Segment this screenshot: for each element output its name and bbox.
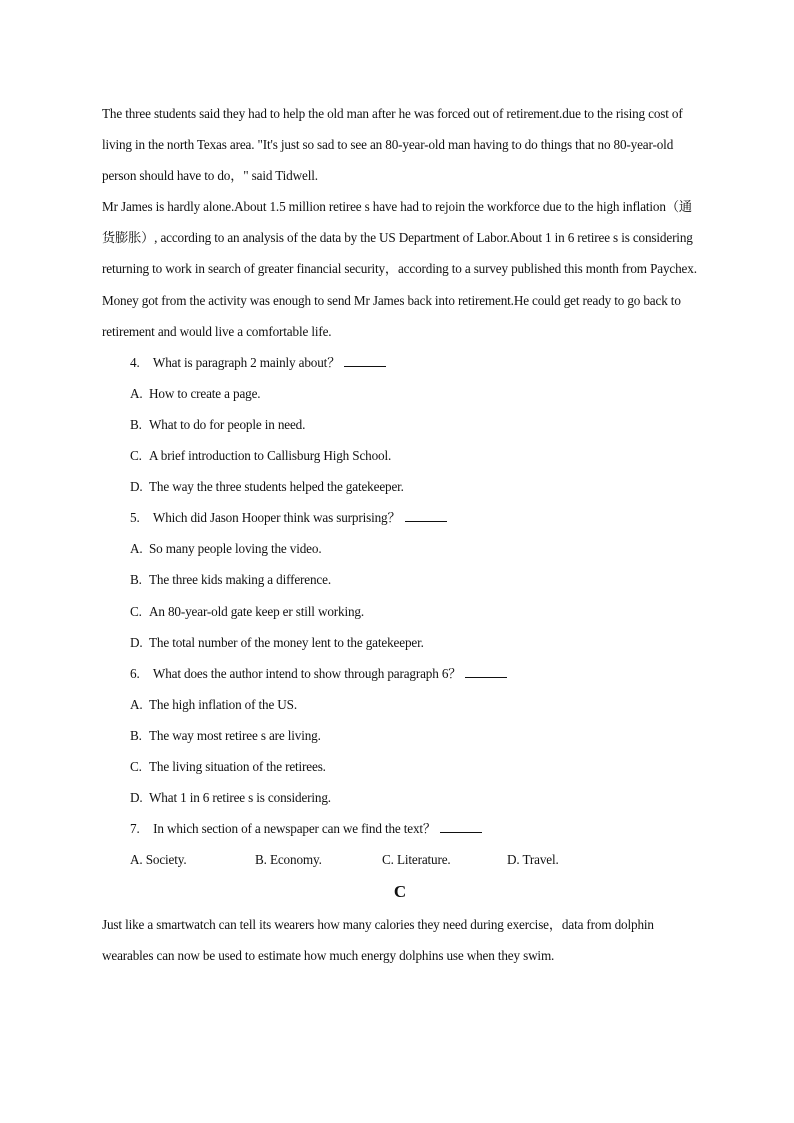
answer-blank <box>440 831 482 833</box>
option-text: Society. <box>145 852 187 868</box>
option-text: An 80-year-old gate keep er still working. <box>149 603 364 619</box>
question-number: 5. <box>130 510 140 526</box>
section-c-title: C <box>393 882 407 902</box>
option-text: Economy. <box>269 852 322 868</box>
question-number: 7. <box>130 821 140 837</box>
option-7c <box>382 844 507 875</box>
option-letter: A. <box>130 852 143 868</box>
option-letter: D. <box>507 852 520 868</box>
option-5c <box>102 596 702 627</box>
option-6d <box>102 782 702 813</box>
option-letter: C. <box>130 448 142 464</box>
paragraph-retirement-cost: The three students said they had to help the old man after he was forced out of retirement.due to the rising cost of living in the north Texas area. "It's just so sad to see an 80-year-old man having to do things that no 80-year-old person should have to do，" said Tidwell. <box>102 106 683 184</box>
question-text: What is paragraph 2 mainly about？ <box>152 354 341 370</box>
option-letter: C. <box>382 852 394 868</box>
option-text: The way the three students helped the gatekeeper. <box>149 479 404 495</box>
option-4d <box>102 471 702 502</box>
option-letter: B. <box>130 727 142 743</box>
option-text: The three kids making a difference. <box>149 572 331 588</box>
answer-blank <box>405 520 447 522</box>
question-6 <box>102 658 702 689</box>
question-text: What does the author intend to show through paragraph 6？ <box>152 665 462 681</box>
option-letter: B. <box>130 416 142 432</box>
option-7a <box>130 844 255 875</box>
option-text: The total number of the money lent to the gatekeeper. <box>149 634 424 650</box>
option-letter: B. <box>130 572 142 588</box>
answer-blank <box>344 365 386 367</box>
option-4c <box>102 440 702 471</box>
option-text: Literature. <box>396 852 451 868</box>
question-number: 6. <box>130 665 140 681</box>
question-7 <box>102 813 702 844</box>
question-text: Which did Jason Hooper think was surprising？ <box>152 510 401 526</box>
option-letter: C. <box>130 603 142 619</box>
option-text: What to do for people in need. <box>149 416 306 432</box>
question-text: In which section of a newspaper can we find the text？ <box>153 821 436 837</box>
option-letter: D. <box>130 790 143 806</box>
option-text: The high inflation of the US. <box>149 696 298 712</box>
document-content <box>102 98 702 972</box>
option-text: The living situation of the retirees. <box>149 758 326 774</box>
question-5 <box>102 502 702 533</box>
option-6b <box>102 720 702 751</box>
option-text: What 1 in 6 retiree s is considering. <box>149 790 331 806</box>
option-text: How to create a page. <box>149 385 261 401</box>
paragraph-money-raised: Money got from the activity was enough to send Mr James back into retirement.He could get ready to go back to retirement and would live a comfortable life. <box>102 292 681 339</box>
option-letter: A. <box>130 541 143 557</box>
option-letter: A. <box>130 385 143 401</box>
option-letter: C. <box>130 758 142 774</box>
option-text: The way most retiree s are living. <box>149 727 321 743</box>
option-letter: D. <box>130 479 143 495</box>
paragraph-mr-james: Mr James is hardly alone.About 1.5 million retiree s have had to rejoin the workforce due to the high inflation（通货膨胀）, according to an analysis of the data by the US Department of Labor.About 1 in 6 retiree s is considering returning to work in search of greater financial security，according to a survey published this month from Paychex. <box>102 199 697 277</box>
option-6c <box>102 751 702 782</box>
option-text: Travel. <box>522 852 559 868</box>
option-4b <box>102 409 702 440</box>
option-letter: D. <box>130 634 143 650</box>
option-5b <box>102 564 702 595</box>
answer-blank <box>465 676 507 678</box>
option-letter: B. <box>255 852 267 868</box>
option-letter: A. <box>130 696 143 712</box>
option-text: A brief introduction to Callisburg High School. <box>149 448 392 464</box>
paragraph-dolphin-wearables: Just like a smartwatch can tell its wearers how many calories they need during exercise，data from dolphin wearables can now be used to estimate how much energy dolphins use when they swim. <box>102 917 654 964</box>
option-5a <box>102 533 702 564</box>
option-5d <box>102 627 702 658</box>
question-number: 4. <box>130 354 140 370</box>
option-6a <box>102 689 702 720</box>
question-4 <box>102 347 702 378</box>
option-7d <box>507 844 559 875</box>
option-4a <box>102 378 702 409</box>
option-text: So many people loving the video. <box>149 541 322 557</box>
options-7-row <box>102 844 702 875</box>
option-7b <box>255 844 382 875</box>
